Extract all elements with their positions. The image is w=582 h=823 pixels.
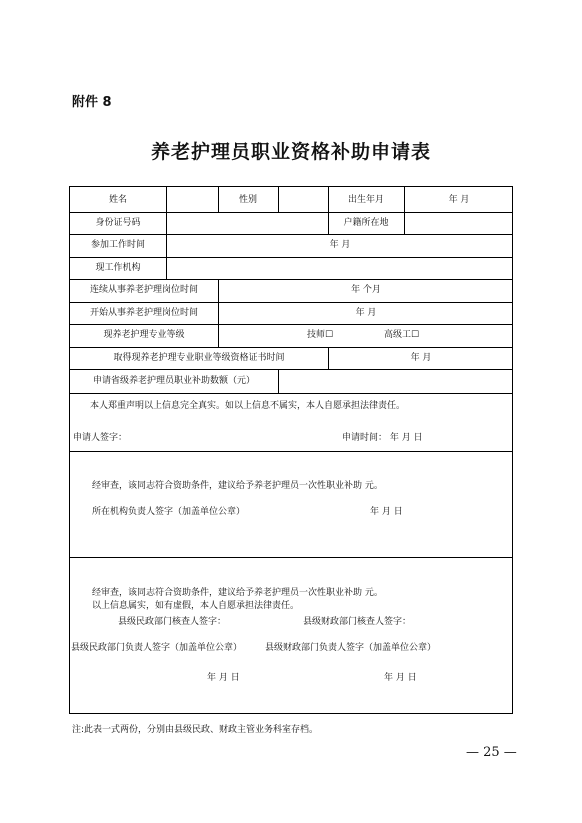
page-number: — 25 — — [466, 745, 517, 760]
level-option-senior[interactable]: 高级工☐ — [384, 330, 420, 340]
civil-date: 年 月 日 — [207, 673, 240, 683]
id-label: 身份证号码 — [95, 218, 141, 228]
col-divider — [404, 212, 405, 234]
civil-head-label: 县级民政部门负责人签字（加盖单位公章） — [71, 643, 243, 653]
row-divider — [70, 212, 512, 213]
finance-checker-label: 县级财政部门核查人签字： — [303, 617, 412, 627]
attachment-label: 附件 8 — [72, 95, 112, 110]
continuous-label: 连续从事养老护理岗位时间 — [89, 285, 198, 295]
work-start-value: 年 月 — [329, 240, 351, 250]
col-divider — [166, 212, 167, 234]
review1-text: 经审查，该同志符合资助条件，建议给予养老护理员一次性职业补助 元。 — [92, 481, 383, 491]
finance-head-label: 县级财政部门负责人签字（加盖单位公章） — [265, 643, 437, 653]
level-option-technician[interactable]: 技师☐ — [307, 330, 334, 340]
application-form — [69, 186, 513, 714]
row-divider — [70, 257, 512, 258]
start-value: 年 月 — [355, 308, 377, 318]
name-label: 姓名 — [108, 195, 127, 205]
work-start-label: 参加工作时间 — [90, 240, 145, 250]
hukou-label: 户籍所在地 — [343, 218, 389, 228]
row-divider — [70, 279, 512, 280]
employer-label: 现工作机构 — [95, 263, 141, 273]
finance-date: 年 月 日 — [384, 673, 417, 683]
row-divider — [70, 234, 512, 235]
subsidy-label: 申请省级养老护理员职业补助数额（元） — [92, 376, 255, 386]
birth-label: 出生年月 — [347, 195, 384, 205]
section-divider — [70, 451, 512, 452]
row-divider — [70, 369, 512, 370]
declaration-text: 本人郑重声明以上信息完全真实。如以上信息不属实，本人自愿承担法律责任。 — [90, 401, 406, 411]
col-divider — [166, 187, 167, 212]
row-divider — [70, 393, 512, 394]
review2-text: 经审查，该同志符合资助条件，建议给予养老护理员一次性职业补助 元。 — [92, 588, 383, 598]
row-divider — [70, 302, 512, 303]
footnote: 注:此表一式两份，分别由县级民政、财政主管业务科室存档。 — [72, 725, 319, 735]
continuous-value: 年 个月 — [351, 285, 381, 295]
review1-date: 年 月 日 — [370, 507, 403, 517]
review2-statement: 以上信息属实，如有虚假，本人自愿承担法律责任。 — [92, 601, 300, 611]
applicant-signature-label: 申请人签字： — [73, 433, 128, 443]
start-label: 开始从事养老护理岗位时间 — [89, 308, 198, 318]
review1-signer: 所在机构负责人签字（加盖单位公章） — [92, 507, 246, 517]
level-label: 现养老护理专业等级 — [103, 330, 185, 340]
row-divider — [70, 347, 512, 348]
row-divider — [70, 324, 512, 325]
gender-label: 性别 — [238, 195, 257, 205]
cert-value: 年 月 — [410, 353, 432, 363]
col-divider — [278, 369, 279, 393]
section-divider — [70, 557, 512, 558]
civil-checker-label: 县级民政部门核查人签字： — [118, 617, 227, 627]
page-title: 养老护理员职业资格补助申请表 — [150, 141, 431, 163]
col-divider — [278, 187, 279, 212]
application-date: 申请时间： 年 月 日 — [342, 433, 423, 443]
birth-value: 年 月 — [448, 195, 470, 205]
cert-label: 取得现养老护理专业职业等级资格证书时间 — [113, 353, 285, 363]
